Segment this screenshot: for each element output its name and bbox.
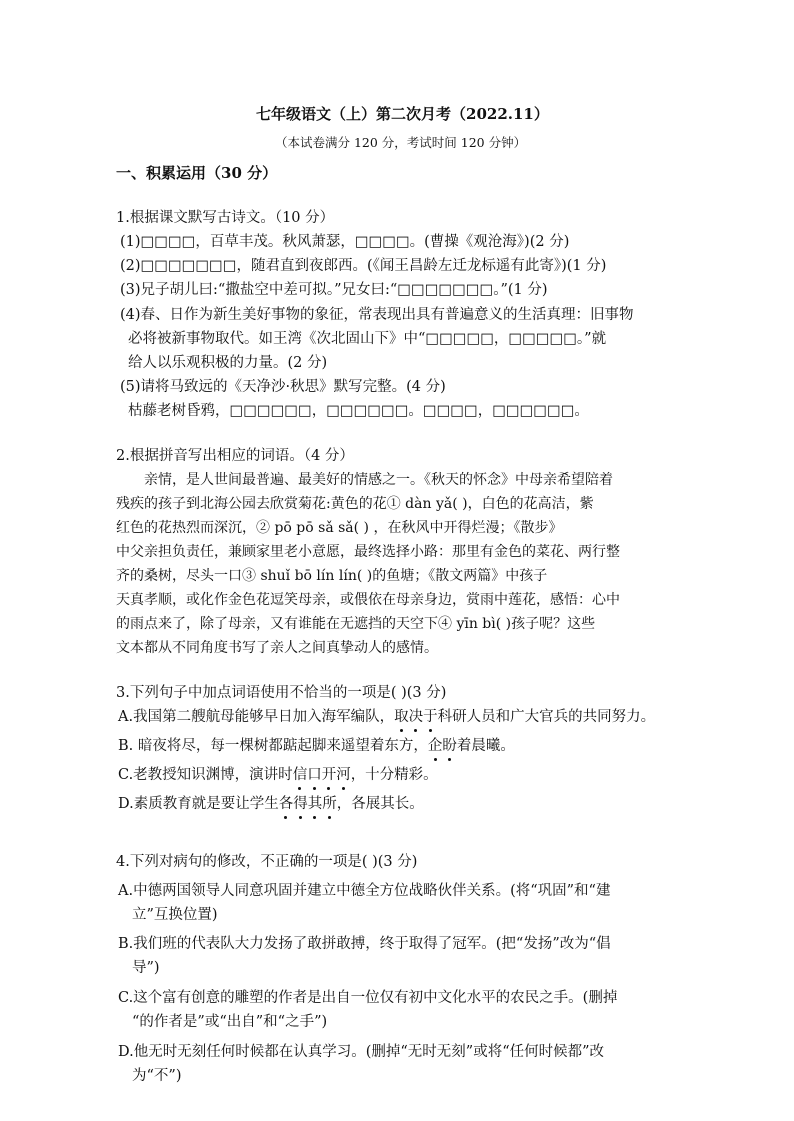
q3-option-b <box>118 736 515 756</box>
q3-option-a-dotted-word <box>394 709 438 725</box>
q4-option-c-line-1: C.这个富有创意的雕塑的作者是出自一位仅有初中文化水平的农民之手。(删掉 <box>118 990 618 1006</box>
q3-option-c-text-end: ，十分精彩。 <box>350 767 438 783</box>
q3-option-c <box>118 765 438 785</box>
q4-option-b-line-1: B.我们班的代表队大力发扬了敢拼敢搏，终于取得了冠军。(把“发扬”改为“倡 <box>118 936 611 952</box>
emphasis-dot-char: 信 <box>292 767 308 783</box>
q2-passage-line-8: 文本都从不同角度书写了亲人之间真挚动人的感情。 <box>116 640 438 656</box>
q3-option-b-text: B. 暗夜将尽，每一棵树都踮起脚来遥望着东方， <box>118 738 428 754</box>
q2-passage-line-2: 残疾的孩子到北海公园去欣赏菊花:黄色的花① dàn yǎ( )，白色的花高洁，紫 <box>116 496 594 512</box>
q2-stem: 2.根据拼音写出相应的词语。（4 分） <box>116 448 354 464</box>
q3-option-d-text-end: ，各展其长。 <box>336 796 424 812</box>
q4-option-c-line-2: “的作者是”或“出自”和“之手”) <box>132 1014 328 1030</box>
q1-part-1: (1)□□□□，百草丰茂。秋风萧瑟，□□□□。(曹操《观沧海》)(2 分) <box>120 234 570 250</box>
q3-option-d-dotted-word <box>279 796 337 812</box>
q4-option-b-line-2: 导”) <box>132 960 160 976</box>
q2-passage-line-6: 天真孝顺，或化作金色花逗笑母亲，或偎依在母亲身边，赏雨中莲花，感悟：心中 <box>116 592 620 608</box>
q1-part-5-answer-line: 枯藤老树昏鸦，□□□□□□，□□□□□□。□□□□，□□□□□□。 <box>128 403 589 419</box>
emphasis-dot-char: 口 <box>307 767 322 783</box>
q4-option-d-line-1: D.他无时无刻任何时候都在认真学习。(删掉“无时无刻”或将“任何时候都”改 <box>118 1044 605 1060</box>
q3-option-d <box>118 794 424 814</box>
q4-option-d-line-2: 为“不”) <box>132 1068 182 1084</box>
emphasis-dot-char: 企 <box>427 738 443 754</box>
q4-option-a-line-1: A.中德两国领导人同意巩固并建立中德全方位战略伙伴关系。(将“巩固”和“建 <box>118 883 611 899</box>
q1-part-4-line-2: 必将被新事物取代。如王湾《次北固山下》中“□□□□□，□□□□□。”就 <box>128 331 607 347</box>
q4-stem: 4.下列对病句的修改，不正确的一项是( )(3 分) <box>116 854 418 870</box>
emphasis-dot-char: 决 <box>408 709 424 725</box>
q3-option-b-dotted-word <box>428 738 457 754</box>
q2-passage-line-7: 的雨点来了，除了母亲，又有谁能在无遮挡的天空下④ yīn bì( )孩子呢？这些 <box>116 616 596 632</box>
q3-option-c-dotted-word <box>293 767 351 783</box>
q3-option-d-text: D.素质教育就是要让学生 <box>118 796 279 812</box>
emphasis-dot-char: 开 <box>321 767 337 783</box>
emphasis-dot-char: 取 <box>394 709 409 725</box>
emphasis-dot-char: 其 <box>307 796 323 812</box>
q2-passage-line-5: 齐的桑树，尽头一口③ shuǐ bō lín lín( )的鱼塘；《散文两篇》中孩子 <box>116 568 548 584</box>
q1-part-5: (5)请将马致远的《天净沙·秋思》默写完整。(4 分) <box>120 379 446 395</box>
emphasis-dot-char: 盼 <box>442 738 457 754</box>
emphasis-dot-char: 于 <box>423 709 438 725</box>
exam-subtitle: （本试卷满分 120 分，考试时间 120 分钟） <box>275 135 527 150</box>
q3-option-a-text: A.我国第二艘航母能够早日加入海军编队， <box>118 709 395 725</box>
emphasis-dot-char: 各 <box>278 796 294 812</box>
q2-passage-line-1: 亲情，是人世间最普遍、最美好的情感之一。《秋天的怀念》中母亲希望陪着 <box>144 472 613 488</box>
q3-option-c-text: C.老教授知识渊博，演讲时 <box>118 767 293 783</box>
q3-stem: 3.下列句子中加点词语使用不恰当的一项是( )(3 分) <box>116 685 447 701</box>
q1-part-4-line-1: (4)春、日作为新生美好事物的象征，常表现出具有普遍意义的生活真理：旧事物 <box>120 307 634 323</box>
q4-option-a-line-2: 立”互换位置) <box>132 907 218 923</box>
q2-passage-line-3: 红色的花热烈而深沉，② pō pō sǎ sǎ( ) ，在秋风中开得烂漫；《散步》 <box>116 520 563 536</box>
q1-stem: 1.根据课文默写古诗文。（10 分） <box>116 210 335 226</box>
q1-part-2: (2)□□□□□□□，随君直到夜郎西。(《闻王昌龄左迁龙标遥有此寄》)(1 分) <box>120 258 607 274</box>
exam-title: 七年级语文（上）第二次月考（2022.11） <box>256 105 549 123</box>
q1-part-3: (3)兄子胡儿曰:“撒盐空中差可拟。”兄女曰:“□□□□□□□。”(1 分) <box>120 282 548 298</box>
emphasis-dot-char: 得 <box>293 796 308 812</box>
emphasis-dot-char: 河 <box>336 767 351 783</box>
section-heading-1: 一、积累运用（30 分） <box>116 164 278 182</box>
q1-part-4-line-3: 给人以乐观积极的力量。(2 分) <box>128 355 328 371</box>
q3-option-a-text-end: 科研人员和广大官兵的共同努力。 <box>437 709 656 725</box>
q3-option-a <box>118 707 655 727</box>
emphasis-dot-char: 所 <box>322 796 337 812</box>
q3-option-b-text-end: 着晨曦。 <box>456 738 515 754</box>
q2-passage-line-4: 中父亲担负责任，兼顾家里老小意愿，最终选择小路：那里有金色的菜花、两行整 <box>116 544 620 560</box>
